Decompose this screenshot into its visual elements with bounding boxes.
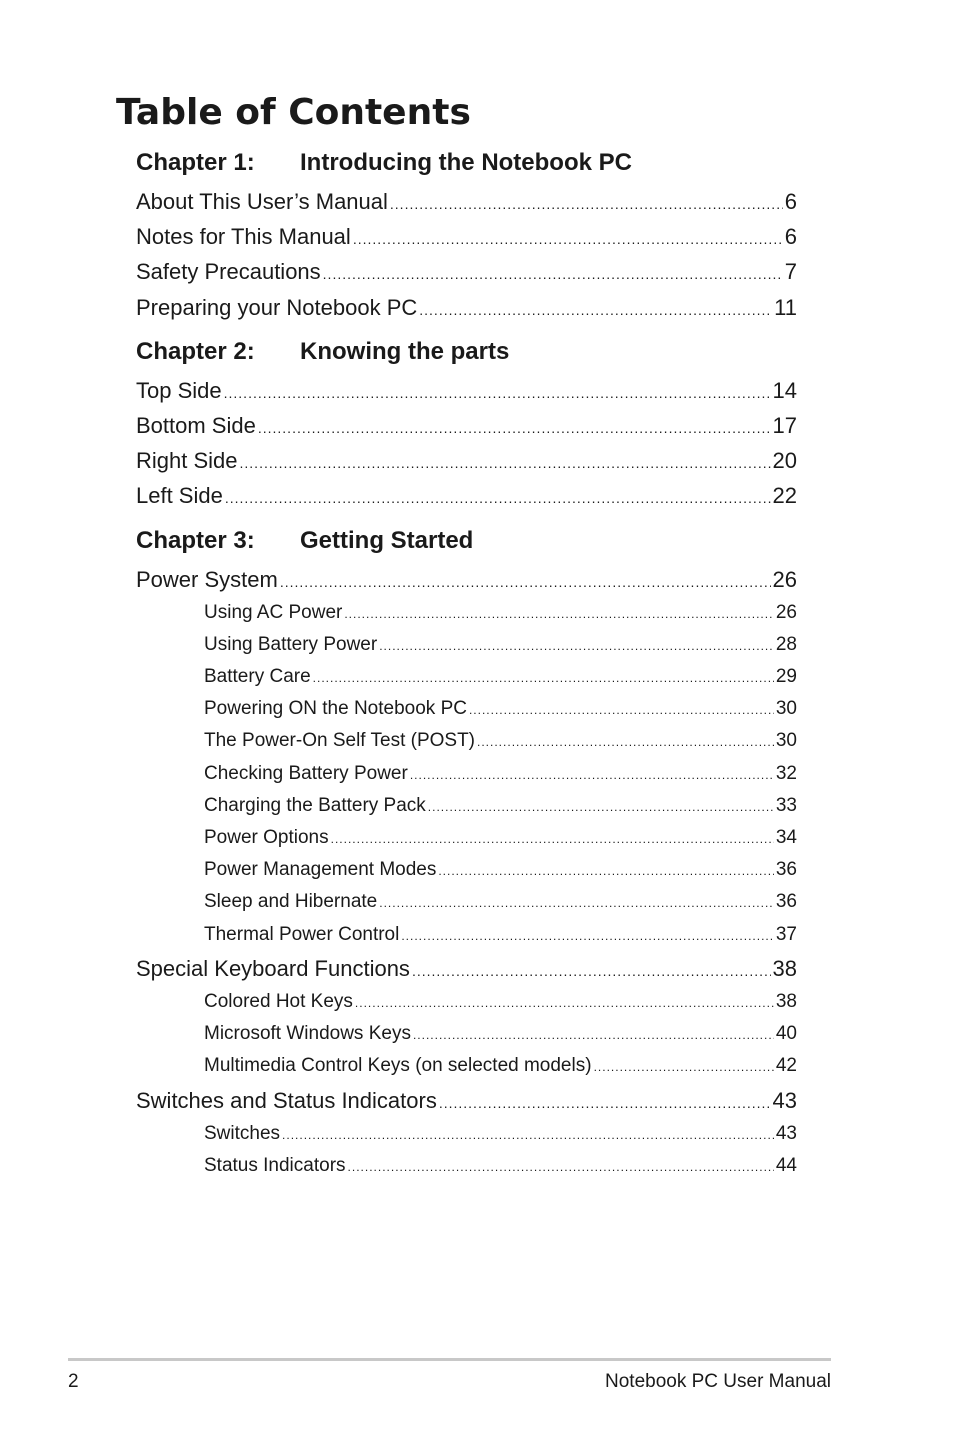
toc-entry[interactable] — [136, 408, 797, 443]
toc-entry-label: Safety Precautions — [136, 259, 321, 285]
toc-entry-page: 20 — [772, 448, 797, 474]
page-title: Table of Contents — [116, 92, 471, 133]
toc-entry-label: Switches — [204, 1122, 281, 1144]
toc-entry[interactable] — [136, 290, 797, 325]
dot-leader — [439, 1086, 771, 1121]
toc-subentry[interactable] — [136, 1050, 797, 1082]
toc-entry-label: Charging the Battery Pack — [204, 794, 426, 816]
toc-entry-label: Top Side — [136, 377, 222, 403]
toc-subentry[interactable] — [136, 822, 797, 854]
toc-entry-page: 38 — [775, 990, 797, 1012]
chapter-heading[interactable] — [136, 142, 797, 184]
toc-entry-label: Sleep and Hibernate — [204, 891, 378, 913]
toc-entry[interactable] — [136, 443, 797, 478]
toc-list — [136, 142, 797, 1182]
toc-subentry[interactable] — [136, 919, 797, 951]
footer-manual-title: Notebook PC User Manual — [605, 1371, 831, 1392]
toc-entry-label: The Power-On Self Test (POST) — [204, 730, 476, 752]
toc-entry-label: Colored Hot Keys — [204, 990, 353, 1012]
toc-entry-label: Power System — [136, 566, 278, 592]
dot-leader — [348, 1151, 774, 1183]
toc-entry-label: About This User’s Manual — [136, 189, 388, 214]
toc-entry-page: 26 — [772, 566, 797, 592]
toc-subentry[interactable] — [136, 886, 797, 918]
chapter-heading[interactable] — [136, 520, 797, 562]
toc-entry-label: Battery Care — [204, 666, 311, 688]
dot-leader — [355, 987, 774, 1019]
toc-subentry[interactable] — [136, 854, 797, 886]
toc-entry-label: Microsoft Windows Keys — [204, 1023, 411, 1045]
toc-entry[interactable] — [136, 219, 797, 254]
toc-entry-page: 11 — [774, 294, 797, 320]
toc-entry-label: Notes for This Manual — [136, 224, 351, 250]
chapter-section — [136, 331, 797, 514]
dot-leader — [469, 694, 774, 726]
toc-entry-page: 6 — [784, 189, 797, 214]
dot-leader — [410, 759, 774, 791]
dot-leader — [379, 630, 774, 662]
toc-entry-page: 44 — [775, 1154, 797, 1176]
dot-leader — [438, 855, 774, 887]
dot-leader — [353, 222, 783, 257]
dot-leader — [401, 920, 774, 952]
toc-entry-page: 30 — [775, 730, 797, 752]
dot-leader — [280, 565, 771, 600]
chapter-title: Getting Started — [300, 526, 474, 554]
toc-entry-page: 29 — [775, 666, 797, 688]
toc-entry-label: Status Indicators — [204, 1154, 346, 1176]
toc-entry-label: Special Keyboard Functions — [136, 955, 410, 981]
chapter-number: Chapter 3: — [136, 526, 255, 554]
toc-entry-page: 7 — [784, 259, 797, 285]
chapter-number: Chapter 1: — [136, 149, 255, 176]
toc-entry-page: 17 — [772, 412, 797, 438]
chapter-section — [136, 142, 797, 325]
dot-leader — [594, 1051, 774, 1083]
toc-subentry[interactable] — [136, 1118, 797, 1150]
dot-leader — [225, 481, 771, 516]
toc-entry-page: 40 — [775, 1023, 797, 1045]
dot-leader — [282, 1119, 774, 1151]
toc-entry-label: Power Management Modes — [204, 859, 437, 881]
toc-entry-page: 14 — [772, 377, 797, 403]
footer-page-number: 2 — [68, 1371, 79, 1392]
toc-entry-page: 38 — [772, 955, 797, 981]
toc-entry-label: Bottom Side — [136, 412, 256, 438]
chapter-number: Chapter 2: — [136, 337, 255, 365]
dot-leader — [313, 662, 774, 694]
toc-entry-label: Power Options — [204, 827, 329, 848]
toc-entry-page: 30 — [775, 698, 797, 720]
toc-entry[interactable] — [136, 254, 797, 289]
toc-entry[interactable] — [136, 1083, 797, 1118]
toc-entry[interactable] — [136, 184, 797, 219]
toc-entry-label: Multimedia Control Keys (on selected models) — [204, 1055, 592, 1077]
toc-subentry[interactable] — [136, 693, 797, 725]
toc-entry-page: 34 — [775, 827, 797, 848]
toc-entry-page: 6 — [784, 224, 797, 250]
toc-entry-page: 26 — [775, 601, 797, 623]
toc-subentry[interactable] — [136, 1150, 797, 1182]
toc-entry-page: 33 — [775, 794, 797, 816]
toc-entry-label: Powering ON the Notebook PC — [204, 698, 467, 720]
toc-entry-page: 28 — [775, 633, 797, 655]
toc-entry[interactable] — [136, 373, 797, 408]
dot-leader — [413, 1019, 774, 1051]
dot-leader — [240, 446, 771, 481]
toc-entry-page: 36 — [775, 891, 797, 913]
chapter-heading[interactable] — [136, 331, 797, 373]
dot-leader — [323, 257, 783, 292]
dot-leader — [412, 954, 771, 989]
toc-entry-page: 42 — [775, 1055, 797, 1077]
toc-entry-label: Preparing your Notebook PC — [136, 294, 418, 320]
dot-leader — [258, 411, 771, 446]
toc-entry-page: 37 — [775, 923, 797, 945]
toc-subentry[interactable] — [136, 597, 797, 629]
toc-entry-label: Right Side — [136, 448, 238, 474]
dot-leader — [331, 823, 774, 855]
toc-subentry[interactable] — [136, 758, 797, 790]
dot-leader — [344, 598, 774, 630]
chapter-title: Knowing the parts — [300, 337, 510, 365]
toc-entry-label: Using Battery Power — [204, 633, 378, 655]
toc-entry-label: Thermal Power Control — [204, 923, 400, 945]
toc-subentry[interactable] — [136, 661, 797, 693]
toc-subentry[interactable] — [136, 790, 797, 822]
toc-entry[interactable] — [136, 478, 797, 513]
chapter-title: Introducing the Notebook PC — [300, 149, 632, 176]
toc-entry-page: 36 — [775, 859, 797, 881]
toc-entry-label: Checking Battery Power — [204, 762, 408, 784]
toc-entry-label: Using AC Power — [204, 601, 343, 623]
toc-entry-label: Switches and Status Indicators — [136, 1087, 437, 1113]
dot-leader — [379, 887, 774, 919]
dot-leader — [224, 376, 771, 411]
dot-leader — [477, 726, 774, 758]
toc-entry-page: 32 — [775, 762, 797, 784]
toc-subentry[interactable] — [136, 629, 797, 661]
toc-entry[interactable] — [136, 562, 797, 597]
toc-entry-label: Left Side — [136, 483, 223, 509]
toc-subentry[interactable] — [136, 725, 797, 757]
chapter-section — [136, 520, 797, 1183]
page-footer — [68, 1358, 831, 1395]
toc-entry-page: 22 — [772, 483, 797, 509]
dot-leader — [419, 293, 772, 328]
toc-entry[interactable] — [136, 951, 797, 986]
toc-entry-page: 43 — [775, 1122, 797, 1144]
toc-entry-page: 43 — [772, 1087, 797, 1113]
toc-subentry[interactable] — [136, 986, 797, 1018]
dot-leader — [390, 187, 783, 222]
toc-subentry[interactable] — [136, 1018, 797, 1050]
dot-leader — [428, 791, 774, 823]
